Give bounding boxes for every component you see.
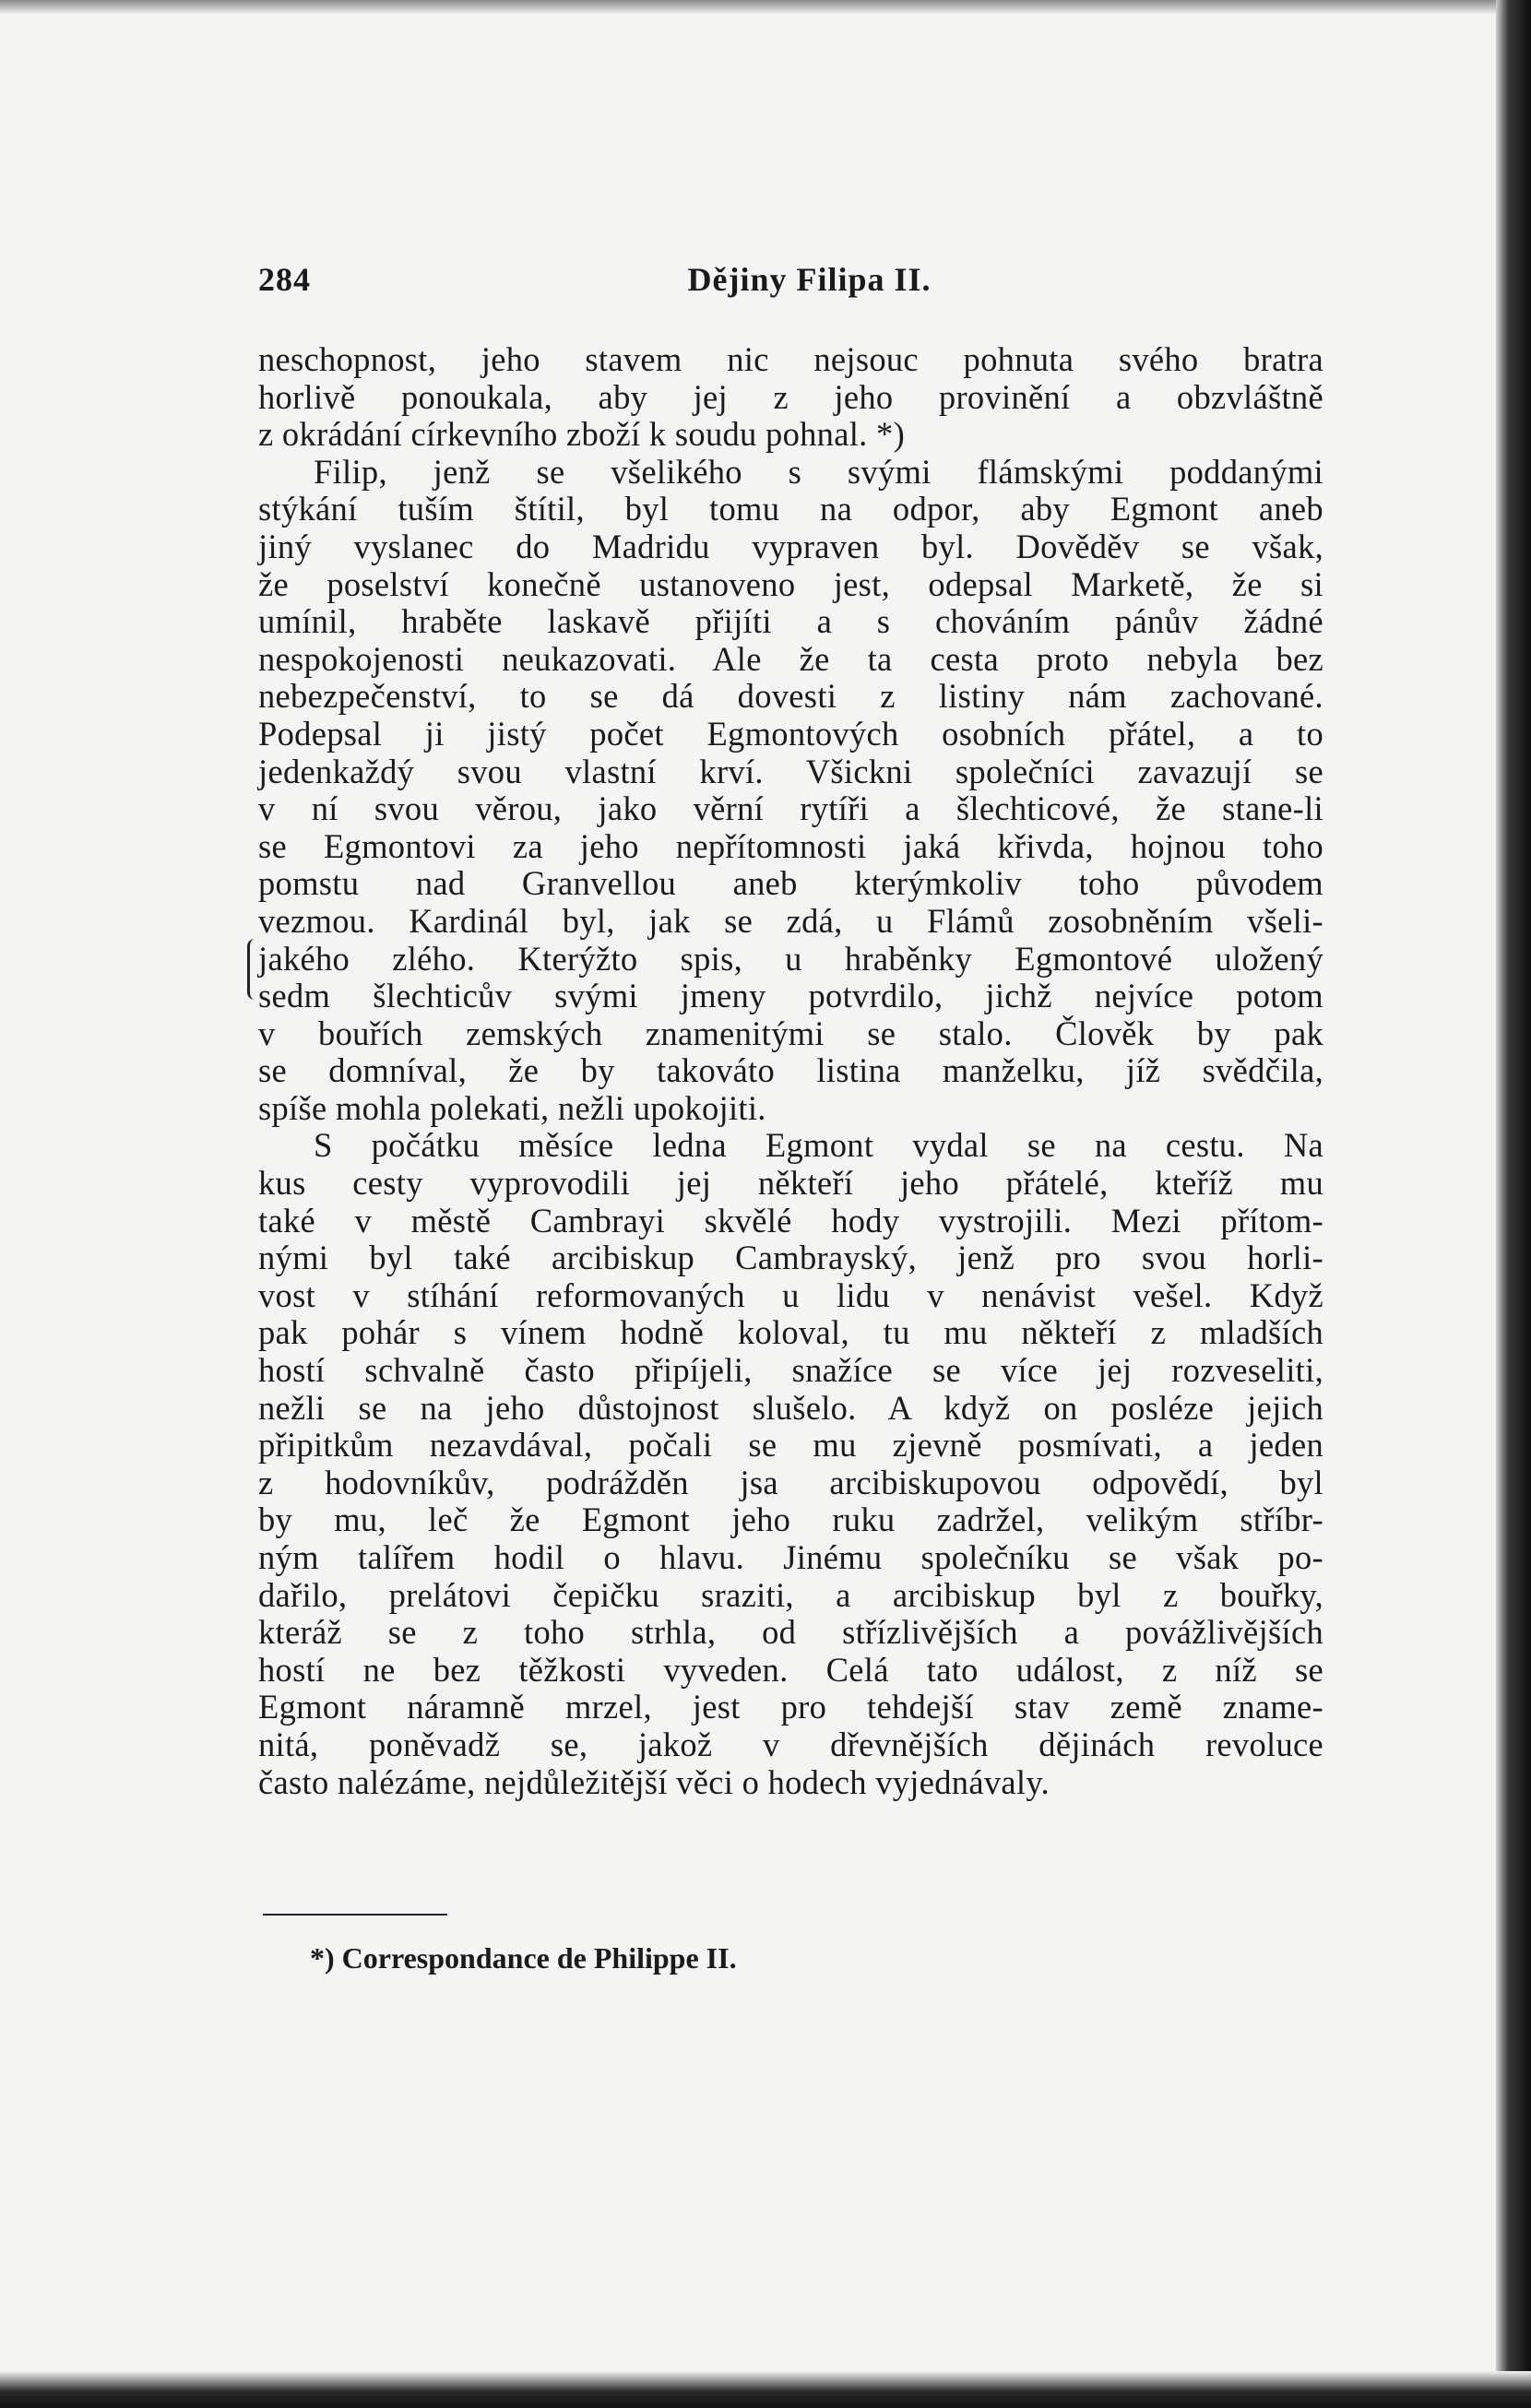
scan-top-shadow: [0, 0, 1531, 15]
footnote-divider: [263, 1914, 447, 1916]
text-line: vost v stíhání reformovaných u lidu v nenávist vešel. Když: [258, 1275, 1323, 1314]
body-text: [258, 341, 1323, 1801]
scan-right-shadow: [1496, 0, 1531, 2408]
text-line: jiný vyslanec do Madridu vypraven byl. Dověděv se však,: [258, 527, 1323, 565]
text-line: Podepsal ji jistý počet Egmontových osobních přátel, a to: [258, 714, 1323, 753]
text-line: kteráž se z toho strhla, od střízlivějších a povážlivějších: [258, 1613, 1323, 1652]
text-line: horlivě ponoukala, aby jej z jeho provinění a obzvláštně: [258, 377, 1323, 416]
text-line: neschopnost, jeho stavem nic nejsouc pohnuta svého bratra: [258, 340, 1323, 378]
text-line: spíše mohla polekati, nežli upokojiti.: [258, 1088, 766, 1127]
text-line: jakého zlého. Kterýžto spis, u hraběnky Egmontové uložený: [258, 939, 1323, 978]
text-line: S počátku měsíce ledna Egmont vydal se na cestu. Na: [314, 1126, 1323, 1165]
text-line: sedm šlechticův svými jmeny potvrdilo, jichž nejvíce potom: [258, 977, 1323, 1015]
footnote: *) Correspondance de Philippe II.: [310, 1941, 737, 1975]
text-line: nespokojenosti neukazovati. Ale že ta cesta proto nebyla bez: [258, 639, 1323, 678]
text-line: v ní svou věrou, jako věrní rytíři a šlechticové, že stane-li: [258, 789, 1323, 828]
text-line: také v městě Cambrayi skvělé hody vystrojili. Mezi přítom-: [258, 1201, 1323, 1240]
text-line: z hodovníkův, podrážděn jsa arcibiskupovou odpovědí, byl: [258, 1463, 1323, 1501]
text-line: pomstu nad Granvellou aneb kterýmkoliv toho původem: [258, 864, 1323, 903]
text-line: v bouřích zemských znamenitými se stalo. Člověk by pak: [258, 1014, 1323, 1052]
text-line: by mu, leč že Egmont jeho ruku zadržel, velikým stříbr-: [258, 1501, 1323, 1539]
text-line: hostí schvalně často připíjeli, snažíce se více jej rozveseliti,: [258, 1351, 1323, 1390]
text-line: stýkání tuším štítil, byl tomu na odpor, aby Egmont aneb: [258, 490, 1323, 528]
text-line: vezmou. Kardinál byl, jak se zdá, u Flámů zosobněním všeli-: [258, 901, 1323, 940]
text-line: pak pohár s vínem hodně koloval, tu mu někteří z mladších: [258, 1313, 1323, 1352]
text-line: připitkům nezavdával, počali se mu zjevně posmívati, a jeden: [258, 1426, 1323, 1465]
page-header: [258, 260, 1323, 306]
text-line: jedenkaždý svou vlastní krví. Všickni společníci zavazují se: [258, 752, 1323, 790]
text-line: z okrádání církevního zboží k soudu pohnal. *): [258, 415, 906, 454]
text-line: se domníval, že by takováto listina manželku, jíž svědčila,: [258, 1051, 1323, 1090]
running-title: Dějiny Filipa II.: [687, 261, 932, 298]
text-line: nežli se na jeho důstojnost slušelo. A když on posléze jejich: [258, 1388, 1323, 1427]
text-line: Filip, jenž se všelikého s svými flámskými poddanými: [314, 452, 1323, 491]
text-line: kus cesty vyprovodili jej někteří jeho přátelé, kteříž mu: [258, 1164, 1323, 1203]
scan-bottom-shadow: [0, 2371, 1531, 2408]
text-line: se Egmontovi za jeho nepřítomnosti jaká křivda, hojnou toho: [258, 826, 1323, 865]
text-line: hostí ne bez těžkosti vyveden. Celá tato událost, z níž se: [258, 1650, 1323, 1689]
page-number: 284: [258, 261, 311, 298]
text-line: že poselství konečně ustanoveno jest, odepsal Marketě, že si: [258, 564, 1323, 603]
text-line: nebezpečenství, to se dá dovesti z listiny nám zachované.: [258, 677, 1323, 716]
text-line: nitá, poněvadž se, jakož v dřevnějších dějinách revoluce: [258, 1725, 1323, 1763]
text-line: Egmont náramně mrzel, jest pro tehdejší stav země zname-: [258, 1688, 1323, 1726]
text-line: umínil, hraběte laskavě přijíti a s chováním pánův žádné: [258, 602, 1323, 641]
text-line: ným talířem hodil o hlavu. Jinému společníku se však po-: [258, 1538, 1323, 1576]
text-line: často nalézáme, nejdůležitější věci o hodech vyjednávaly.: [258, 1762, 1050, 1801]
text-line: dařilo, prelátovi čepičku sraziti, a arcibiskup byl z bouřky,: [258, 1575, 1323, 1614]
text-line: nými byl také arcibiskup Cambrayský, jenž pro svou horli-: [258, 1239, 1323, 1277]
